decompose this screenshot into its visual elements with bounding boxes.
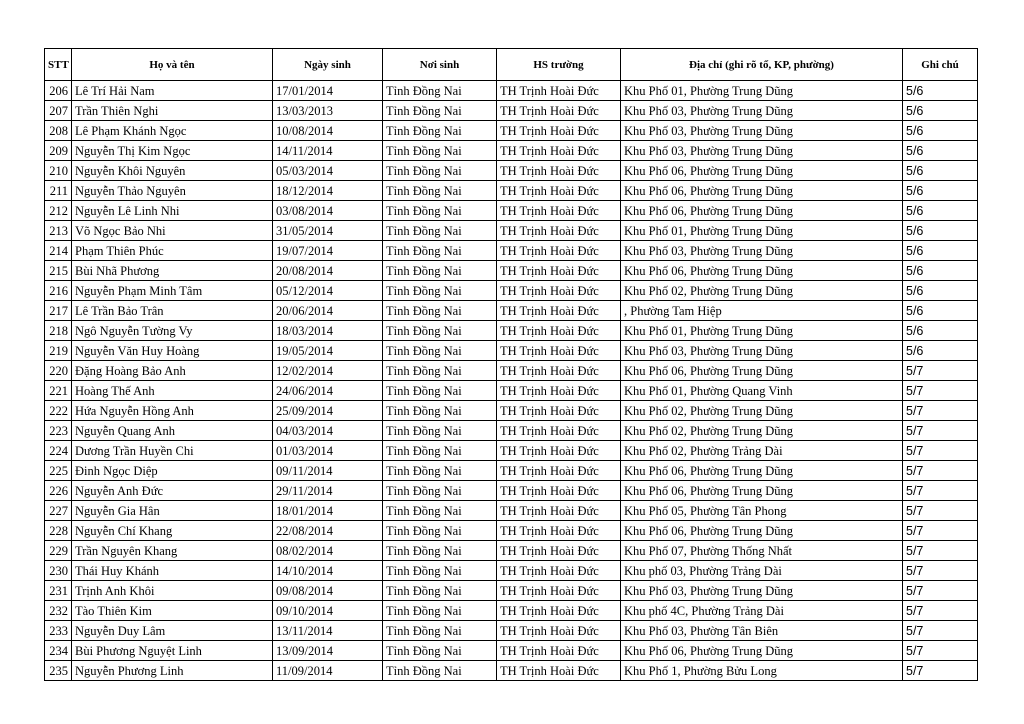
- cell-stt: 209: [45, 141, 72, 161]
- cell-name: Nguyễn Thảo Nguyên: [72, 181, 273, 201]
- cell-address: Khu Phố 07, Phường Thống Nhất: [621, 541, 903, 561]
- cell-birthplace: Tỉnh Đồng Nai: [383, 301, 497, 321]
- cell-note: 5/6: [903, 241, 978, 261]
- cell-dob: 13/03/2013: [273, 101, 383, 121]
- cell-birthplace: Tỉnh Đồng Nai: [383, 321, 497, 341]
- cell-address: Khu Phố 06, Phường Trung Dũng: [621, 481, 903, 501]
- cell-school: TH Trịnh Hoài Đức: [497, 581, 621, 601]
- cell-address: Khu Phố 06, Phường Trung Dũng: [621, 261, 903, 281]
- cell-school: TH Trịnh Hoài Đức: [497, 201, 621, 221]
- cell-name: Thái Huy Khánh: [72, 561, 273, 581]
- cell-dob: 20/06/2014: [273, 301, 383, 321]
- cell-school: TH Trịnh Hoài Đức: [497, 381, 621, 401]
- cell-name: Ngô Nguyễn Tường Vy: [72, 321, 273, 341]
- table-row: [45, 561, 978, 581]
- cell-note: 5/7: [903, 561, 978, 581]
- cell-birthplace: Tỉnh Đồng Nai: [383, 341, 497, 361]
- cell-name: Nguyễn Lê Linh Nhi: [72, 201, 273, 221]
- cell-school: TH Trịnh Hoài Đức: [497, 561, 621, 581]
- cell-stt: 221: [45, 381, 72, 401]
- cell-address: , Phường Tam Hiệp: [621, 301, 903, 321]
- cell-school: TH Trịnh Hoài Đức: [497, 181, 621, 201]
- cell-name: Dương Trần Huyền Chi: [72, 441, 273, 461]
- cell-note: 5/7: [903, 401, 978, 421]
- cell-dob: 19/07/2014: [273, 241, 383, 261]
- table-row: [45, 541, 978, 561]
- cell-dob: 01/03/2014: [273, 441, 383, 461]
- cell-stt: 210: [45, 161, 72, 181]
- cell-name: Trần Thiên Nghi: [72, 101, 273, 121]
- cell-stt: 230: [45, 561, 72, 581]
- cell-name: Nguyễn Thị Kim Ngọc: [72, 141, 273, 161]
- cell-note: 5/7: [903, 661, 978, 681]
- cell-dob: 18/03/2014: [273, 321, 383, 341]
- cell-birthplace: Tỉnh Đồng Nai: [383, 81, 497, 101]
- cell-note: 5/7: [903, 541, 978, 561]
- header-stt: STT: [45, 49, 72, 81]
- cell-dob: 13/11/2014: [273, 621, 383, 641]
- cell-name: Nguyễn Khôi Nguyên: [72, 161, 273, 181]
- table-row: [45, 241, 978, 261]
- cell-birthplace: Tỉnh Đồng Nai: [383, 561, 497, 581]
- table-row: [45, 161, 978, 181]
- table-row: [45, 321, 978, 341]
- cell-address: Khu Phố 06, Phường Trung Dũng: [621, 161, 903, 181]
- cell-note: 5/6: [903, 141, 978, 161]
- cell-name: Đinh Ngọc Diệp: [72, 461, 273, 481]
- cell-stt: 219: [45, 341, 72, 361]
- header-note: Ghi chú: [903, 49, 978, 81]
- cell-name: Nguyễn Phạm Minh Tâm: [72, 281, 273, 301]
- table-header: [45, 49, 978, 81]
- cell-dob: 24/06/2014: [273, 381, 383, 401]
- cell-note: 5/6: [903, 201, 978, 221]
- cell-birthplace: Tỉnh Đồng Nai: [383, 441, 497, 461]
- cell-school: TH Trịnh Hoài Đức: [497, 641, 621, 661]
- table-row: [45, 641, 978, 661]
- cell-address: Khu Phố 03, Phường Trung Dũng: [621, 101, 903, 121]
- cell-name: Bùi Phương Nguyệt Linh: [72, 641, 273, 661]
- cell-address: Khu Phố 06, Phường Trung Dũng: [621, 201, 903, 221]
- table-row: [45, 141, 978, 161]
- cell-birthplace: Tỉnh Đồng Nai: [383, 481, 497, 501]
- cell-address: Khu Phố 03, Phường Trung Dũng: [621, 241, 903, 261]
- cell-school: TH Trịnh Hoài Đức: [497, 101, 621, 121]
- header-address: Địa chỉ (ghi rõ tổ, KP, phường): [621, 49, 903, 81]
- cell-stt: 233: [45, 621, 72, 641]
- cell-dob: 13/09/2014: [273, 641, 383, 661]
- cell-name: Lê Phạm Khánh Ngọc: [72, 121, 273, 141]
- cell-school: TH Trịnh Hoài Đức: [497, 501, 621, 521]
- cell-school: TH Trịnh Hoài Đức: [497, 301, 621, 321]
- cell-name: Nguyễn Gia Hân: [72, 501, 273, 521]
- cell-dob: 04/03/2014: [273, 421, 383, 441]
- cell-birthplace: Tỉnh Đồng Nai: [383, 201, 497, 221]
- cell-note: 5/7: [903, 521, 978, 541]
- cell-dob: 09/10/2014: [273, 601, 383, 621]
- table-row: [45, 281, 978, 301]
- cell-dob: 05/12/2014: [273, 281, 383, 301]
- cell-note: 5/6: [903, 121, 978, 141]
- cell-dob: 29/11/2014: [273, 481, 383, 501]
- cell-school: TH Trịnh Hoài Đức: [497, 341, 621, 361]
- cell-note: 5/7: [903, 621, 978, 641]
- table-row: [45, 81, 978, 101]
- cell-address: Khu Phố 03, Phường Tân Biên: [621, 621, 903, 641]
- cell-dob: 10/08/2014: [273, 121, 383, 141]
- table-row: [45, 361, 978, 381]
- table-row: [45, 521, 978, 541]
- cell-dob: 18/01/2014: [273, 501, 383, 521]
- table-row: [45, 301, 978, 321]
- cell-dob: 08/02/2014: [273, 541, 383, 561]
- cell-birthplace: Tỉnh Đồng Nai: [383, 461, 497, 481]
- table-row: [45, 661, 978, 681]
- header-row: [45, 49, 978, 81]
- cell-note: 5/6: [903, 301, 978, 321]
- cell-dob: 05/03/2014: [273, 161, 383, 181]
- cell-school: TH Trịnh Hoài Đức: [497, 161, 621, 181]
- cell-school: TH Trịnh Hoài Đức: [497, 401, 621, 421]
- cell-dob: 18/12/2014: [273, 181, 383, 201]
- cell-name: Võ Ngọc Bảo Nhi: [72, 221, 273, 241]
- cell-note: 5/7: [903, 421, 978, 441]
- cell-address: Khu Phố 02, Phường Trung Dũng: [621, 421, 903, 441]
- cell-birthplace: Tỉnh Đồng Nai: [383, 181, 497, 201]
- cell-stt: 226: [45, 481, 72, 501]
- cell-birthplace: Tỉnh Đồng Nai: [383, 121, 497, 141]
- cell-school: TH Trịnh Hoài Đức: [497, 541, 621, 561]
- cell-note: 5/7: [903, 381, 978, 401]
- cell-address: Khu Phố 01, Phường Trung Dũng: [621, 321, 903, 341]
- cell-note: 5/6: [903, 341, 978, 361]
- cell-stt: 232: [45, 601, 72, 621]
- cell-note: 5/6: [903, 321, 978, 341]
- cell-school: TH Trịnh Hoài Đức: [497, 661, 621, 681]
- cell-birthplace: Tỉnh Đồng Nai: [383, 281, 497, 301]
- cell-dob: 09/08/2014: [273, 581, 383, 601]
- cell-stt: 228: [45, 521, 72, 541]
- cell-address: Khu Phố 03, Phường Trung Dũng: [621, 141, 903, 161]
- cell-name: Lê Trần Bảo Trân: [72, 301, 273, 321]
- header-dob: Ngày sinh: [273, 49, 383, 81]
- cell-address: Khu Phố 03, Phường Trung Dũng: [621, 341, 903, 361]
- cell-stt: 234: [45, 641, 72, 661]
- cell-stt: 212: [45, 201, 72, 221]
- cell-note: 5/7: [903, 461, 978, 481]
- table-row: [45, 581, 978, 601]
- cell-school: TH Trịnh Hoài Đức: [497, 81, 621, 101]
- cell-dob: 25/09/2014: [273, 401, 383, 421]
- cell-address: Khu phố 03, Phường Trảng Dài: [621, 561, 903, 581]
- table-row: [45, 621, 978, 641]
- cell-name: Phạm Thiên Phúc: [72, 241, 273, 261]
- cell-address: Khu Phố 03, Phường Trung Dũng: [621, 121, 903, 141]
- cell-birthplace: Tỉnh Đồng Nai: [383, 661, 497, 681]
- cell-stt: 235: [45, 661, 72, 681]
- cell-name: Tào Thiên Kim: [72, 601, 273, 621]
- cell-birthplace: Tỉnh Đồng Nai: [383, 221, 497, 241]
- cell-dob: 11/09/2014: [273, 661, 383, 681]
- cell-address: Khu Phố 05, Phường Tân Phong: [621, 501, 903, 521]
- cell-address: Khu Phố 02, Phường Trung Dũng: [621, 401, 903, 421]
- header-birthplace: Nơi sinh: [383, 49, 497, 81]
- cell-birthplace: Tỉnh Đồng Nai: [383, 361, 497, 381]
- cell-stt: 211: [45, 181, 72, 201]
- cell-address: Khu Phố 01, Phường Trung Dũng: [621, 81, 903, 101]
- cell-note: 5/7: [903, 481, 978, 501]
- table-row: [45, 601, 978, 621]
- table-row: [45, 261, 978, 281]
- cell-name: Hứa Nguyễn Hồng Anh: [72, 401, 273, 421]
- cell-note: 5/6: [903, 101, 978, 121]
- cell-birthplace: Tỉnh Đồng Nai: [383, 261, 497, 281]
- cell-note: 5/6: [903, 181, 978, 201]
- cell-dob: 03/08/2014: [273, 201, 383, 221]
- cell-address: Khu Phố 06, Phường Trung Dũng: [621, 461, 903, 481]
- cell-birthplace: Tỉnh Đồng Nai: [383, 401, 497, 421]
- table-row: [45, 121, 978, 141]
- cell-dob: 17/01/2014: [273, 81, 383, 101]
- cell-dob: 14/10/2014: [273, 561, 383, 581]
- table-row: [45, 181, 978, 201]
- cell-stt: 213: [45, 221, 72, 241]
- cell-school: TH Trịnh Hoài Đức: [497, 241, 621, 261]
- cell-address: Khu Phố 01, Phường Trung Dũng: [621, 221, 903, 241]
- cell-school: TH Trịnh Hoài Đức: [497, 141, 621, 161]
- cell-note: 5/7: [903, 641, 978, 661]
- cell-note: 5/6: [903, 261, 978, 281]
- cell-school: TH Trịnh Hoài Đức: [497, 321, 621, 341]
- cell-stt: 227: [45, 501, 72, 521]
- table-row: [45, 441, 978, 461]
- cell-dob: 14/11/2014: [273, 141, 383, 161]
- cell-school: TH Trịnh Hoài Đức: [497, 521, 621, 541]
- cell-dob: 19/05/2014: [273, 341, 383, 361]
- cell-note: 5/7: [903, 361, 978, 381]
- cell-address: Khu Phố 03, Phường Trung Dũng: [621, 581, 903, 601]
- cell-address: Khu Phố 06, Phường Trung Dũng: [621, 641, 903, 661]
- cell-birthplace: Tỉnh Đồng Nai: [383, 241, 497, 261]
- cell-stt: 229: [45, 541, 72, 561]
- cell-address: Khu Phố 02, Phường Trảng Dài: [621, 441, 903, 461]
- cell-stt: 218: [45, 321, 72, 341]
- table-row: [45, 501, 978, 521]
- cell-stt: 222: [45, 401, 72, 421]
- cell-school: TH Trịnh Hoài Đức: [497, 601, 621, 621]
- cell-stt: 214: [45, 241, 72, 261]
- cell-note: 5/6: [903, 221, 978, 241]
- cell-note: 5/7: [903, 581, 978, 601]
- cell-name: Nguyễn Quang Anh: [72, 421, 273, 441]
- cell-school: TH Trịnh Hoài Đức: [497, 441, 621, 461]
- cell-birthplace: Tỉnh Đồng Nai: [383, 381, 497, 401]
- cell-school: TH Trịnh Hoài Đức: [497, 421, 621, 441]
- table-row: [45, 481, 978, 501]
- cell-school: TH Trịnh Hoài Đức: [497, 461, 621, 481]
- cell-school: TH Trịnh Hoài Đức: [497, 621, 621, 641]
- header-school: HS trường: [497, 49, 621, 81]
- cell-stt: 225: [45, 461, 72, 481]
- cell-birthplace: Tỉnh Đồng Nai: [383, 541, 497, 561]
- cell-address: Khu phố 4C, Phường Trảng Dài: [621, 601, 903, 621]
- table-row: [45, 201, 978, 221]
- cell-stt: 206: [45, 81, 72, 101]
- cell-birthplace: Tỉnh Đồng Nai: [383, 141, 497, 161]
- table-row: [45, 381, 978, 401]
- cell-note: 5/6: [903, 81, 978, 101]
- cell-address: Khu Phố 1, Phường Bửu Long: [621, 661, 903, 681]
- cell-name: Hoàng Thế Anh: [72, 381, 273, 401]
- cell-stt: 220: [45, 361, 72, 381]
- cell-address: Khu Phố 01, Phường Quang Vinh: [621, 381, 903, 401]
- cell-address: Khu Phố 06, Phường Trung Dũng: [621, 521, 903, 541]
- table-body: [45, 81, 978, 681]
- cell-dob: 09/11/2014: [273, 461, 383, 481]
- cell-note: 5/6: [903, 281, 978, 301]
- cell-birthplace: Tỉnh Đồng Nai: [383, 421, 497, 441]
- student-roster-table: [44, 48, 978, 681]
- cell-stt: 224: [45, 441, 72, 461]
- cell-school: TH Trịnh Hoài Đức: [497, 361, 621, 381]
- cell-name: Nguyễn Duy Lâm: [72, 621, 273, 641]
- cell-name: Lê Trí Hải Nam: [72, 81, 273, 101]
- cell-school: TH Trịnh Hoài Đức: [497, 261, 621, 281]
- cell-birthplace: Tỉnh Đồng Nai: [383, 521, 497, 541]
- cell-birthplace: Tỉnh Đồng Nai: [383, 601, 497, 621]
- cell-name: Nguyễn Phương Linh: [72, 661, 273, 681]
- cell-address: Khu Phố 06, Phường Trung Dũng: [621, 361, 903, 381]
- cell-name: Nguyễn Chí Khang: [72, 521, 273, 541]
- cell-address: Khu Phố 02, Phường Trung Dũng: [621, 281, 903, 301]
- cell-name: Trần Nguyên Khang: [72, 541, 273, 561]
- cell-name: Bùi Nhã Phương: [72, 261, 273, 281]
- table-row: [45, 421, 978, 441]
- cell-school: TH Trịnh Hoài Đức: [497, 221, 621, 241]
- cell-birthplace: Tỉnh Đồng Nai: [383, 501, 497, 521]
- cell-birthplace: Tỉnh Đồng Nai: [383, 641, 497, 661]
- cell-address: Khu Phố 06, Phường Trung Dũng: [621, 181, 903, 201]
- cell-stt: 217: [45, 301, 72, 321]
- cell-name: Trịnh Anh Khôi: [72, 581, 273, 601]
- table-row: [45, 221, 978, 241]
- cell-name: Nguyễn Anh Đức: [72, 481, 273, 501]
- cell-dob: 20/08/2014: [273, 261, 383, 281]
- cell-birthplace: Tỉnh Đồng Nai: [383, 161, 497, 181]
- cell-stt: 216: [45, 281, 72, 301]
- table-row: [45, 101, 978, 121]
- cell-dob: 31/05/2014: [273, 221, 383, 241]
- cell-birthplace: Tỉnh Đồng Nai: [383, 101, 497, 121]
- cell-dob: 22/08/2014: [273, 521, 383, 541]
- cell-birthplace: Tỉnh Đồng Nai: [383, 621, 497, 641]
- cell-stt: 223: [45, 421, 72, 441]
- table-row: [45, 461, 978, 481]
- cell-school: TH Trịnh Hoài Đức: [497, 281, 621, 301]
- cell-note: 5/7: [903, 601, 978, 621]
- cell-dob: 12/02/2014: [273, 361, 383, 381]
- cell-name: Nguyễn Văn Huy Hoàng: [72, 341, 273, 361]
- cell-school: TH Trịnh Hoài Đức: [497, 481, 621, 501]
- cell-stt: 207: [45, 101, 72, 121]
- header-name: Họ và tên: [72, 49, 273, 81]
- cell-stt: 231: [45, 581, 72, 601]
- cell-name: Đặng Hoàng Bảo Anh: [72, 361, 273, 381]
- cell-school: TH Trịnh Hoài Đức: [497, 121, 621, 141]
- cell-note: 5/7: [903, 441, 978, 461]
- cell-stt: 208: [45, 121, 72, 141]
- cell-note: 5/6: [903, 161, 978, 181]
- cell-stt: 215: [45, 261, 72, 281]
- table-row: [45, 341, 978, 361]
- table-row: [45, 401, 978, 421]
- cell-birthplace: Tỉnh Đồng Nai: [383, 581, 497, 601]
- cell-note: 5/7: [903, 501, 978, 521]
